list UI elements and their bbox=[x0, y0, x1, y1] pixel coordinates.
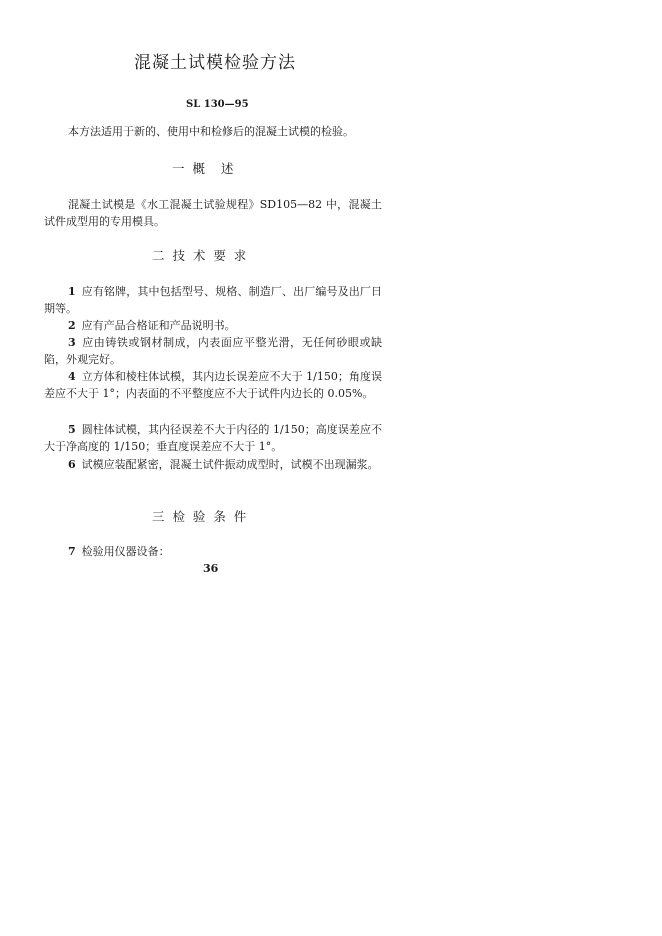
item-number: 4 bbox=[68, 370, 76, 383]
item-number: 6 bbox=[68, 458, 76, 471]
requirement-item bbox=[44, 317, 382, 334]
item-text: 立方体和棱柱体试模，其内边长误差应不大于 1/150；角度误差应不大于 1°；内表面的不平整度应不大于试件内边长的 0.05%。 bbox=[44, 370, 382, 400]
item-number: 5 bbox=[68, 423, 76, 436]
item-text: 应由铸铁或钢材制成，内表面应平整光滑，无任何砂眼或缺陷，外观完好。 bbox=[44, 336, 382, 366]
item-number: 1 bbox=[68, 285, 76, 298]
requirement-item bbox=[44, 456, 382, 473]
requirement-item bbox=[44, 283, 382, 317]
document-title: 混凝土试模检验方法 bbox=[134, 53, 296, 73]
section-heading-technical-requirements: 二 技 术 要 求 bbox=[152, 248, 247, 263]
requirement-item bbox=[44, 334, 382, 368]
item-text: 试模应装配紧密，混凝土试件振动成型时，试模不出现漏浆。 bbox=[81, 458, 379, 471]
item-number: 7 bbox=[68, 545, 76, 558]
requirement-item bbox=[44, 421, 382, 455]
item-number: 3 bbox=[68, 336, 76, 349]
item-text: 检验用仪器设备： bbox=[81, 545, 170, 558]
item-text: 应有产品合格证和产品说明书。 bbox=[81, 319, 236, 332]
requirement-item bbox=[44, 368, 382, 402]
section-heading-overview: 一 概 述 bbox=[172, 161, 234, 176]
overview-paragraph: 混凝土试模是《水工混凝土试验规程》SD105—82 中，混凝土试件成型用的专用模具。 bbox=[44, 198, 382, 228]
intro-paragraph: 本方法适用于新的、使用中和检修后的混凝土试模的检验。 bbox=[68, 125, 354, 138]
section-heading-test-conditions: 三 检 验 条 件 bbox=[152, 509, 247, 524]
item-text: 应有铭牌，其中包括型号、规格、制造厂、出厂编号及出厂日期等。 bbox=[44, 285, 382, 315]
page-number: 36 bbox=[203, 562, 219, 575]
standard-code: SL 130—95 bbox=[186, 99, 249, 110]
item-number: 2 bbox=[68, 319, 76, 332]
condition-item bbox=[44, 543, 382, 560]
item-text: 圆柱体试模，其内径误差不大于内径的 1/150；高度误差应不大于净高度的 1/150；垂直度误差应不大于 1°。 bbox=[44, 423, 382, 453]
